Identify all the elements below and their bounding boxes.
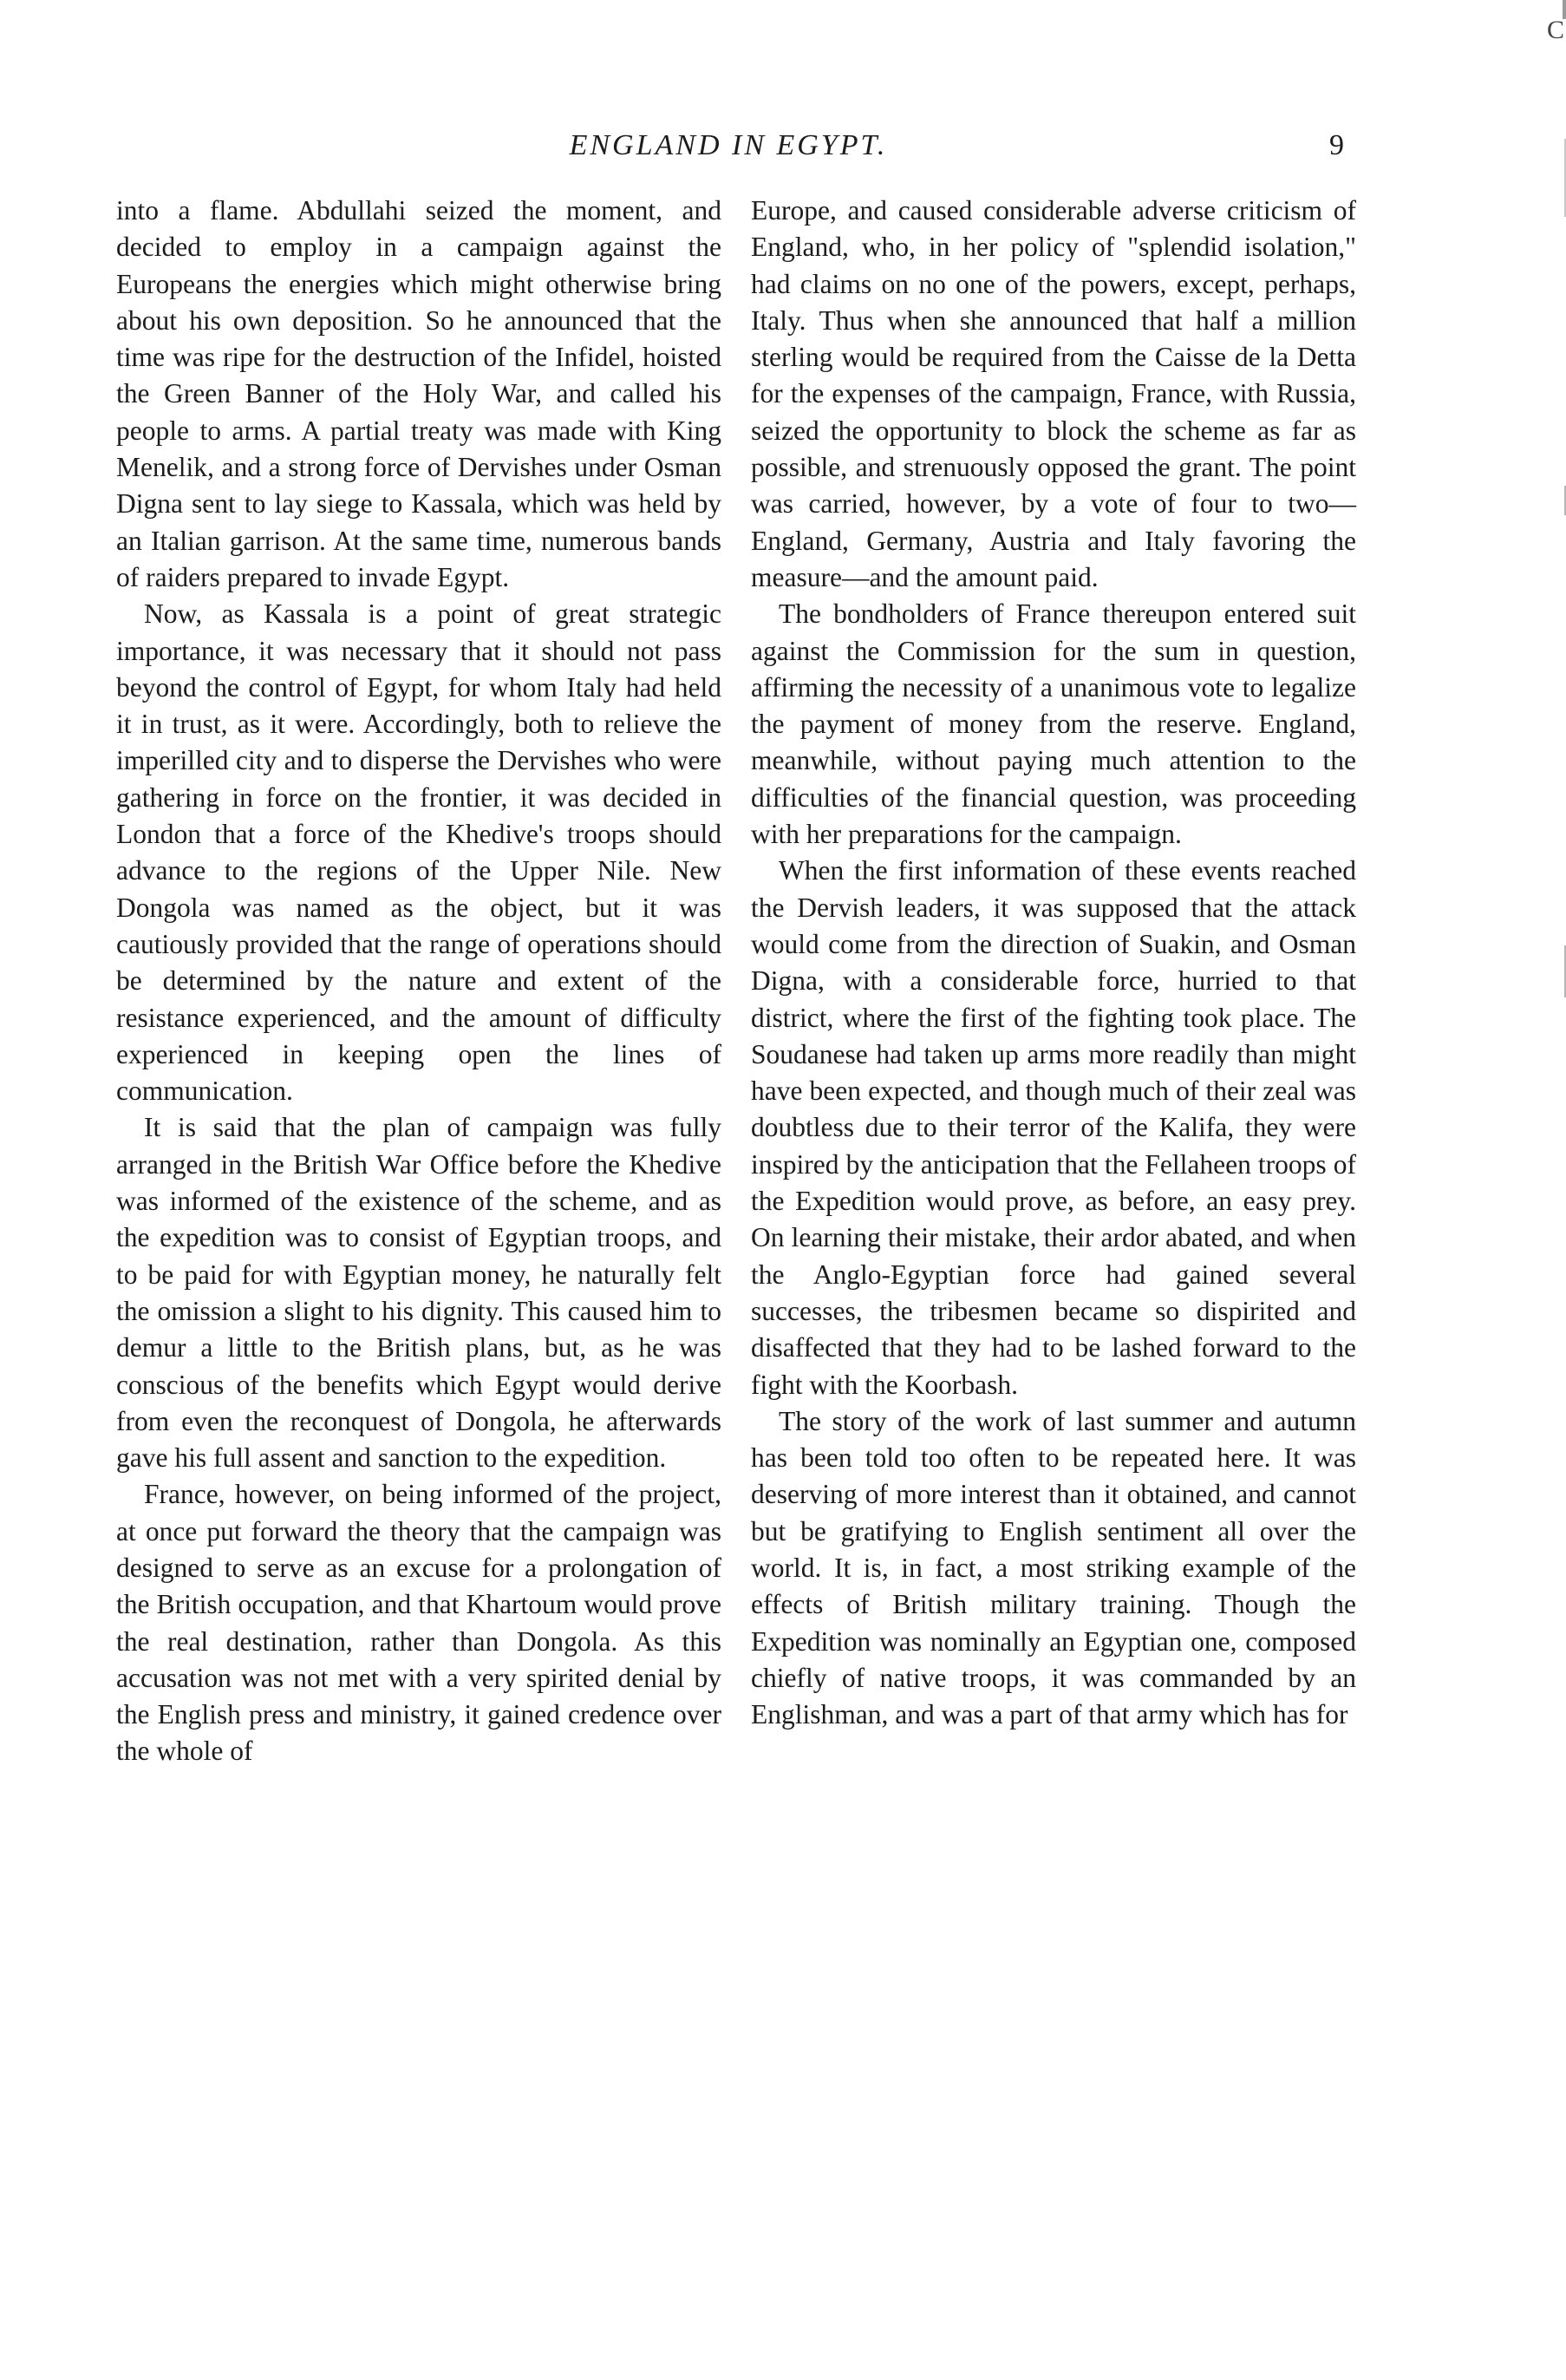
right-column [751,193,1356,2300]
running-head [113,125,1344,168]
paragraph: Europe, and caused considerable adverse criticism of England, who, in her policy of "splendid isolation," had claims on no one of the powers, except, perhaps, Italy. Thus when she announced that half a million sterling would be required from the Caisse de la Detta for the expenses of the campaign, France, with Russia, seized the opportunity to block the scheme as far as possible, and strenuously opposed the grant. The point was carried, however, by a vote of four to two—England, Germany, Austria and Italy favoring the measure—and the amount paid. [751,195,1356,592]
paragraph: The story of the work of last summer and autumn has been told too often to be repeated here. It was deserving of more interest than it obtained, and cannot but be gratifying to English sentiment all over the world. It is, in fact, a most striking example of the effects of British military training. Though the Expedition was nominally an Egyptian one, composed chiefly of native troops, it was commanded by an Englishman, and was a part of that army which has for [751,1405,1356,1730]
paragraph: When the first information of these events reached the Dervish leaders, it was supposed that the attack would come from the direction of Suakin, and Osman Digna, with a considerable force, hurried to that district, where the first of the fighting took place. The Soudanese had taken up arms more readily than might have been expected, and though much of their zeal was doubtless due to their terror of the Kalifa, they were inspired by the anticipation that the Fellaheen troops of the Expedition would prove, as before, an easy prey. On learning their mistake, their ardor abated, and when the Anglo-Egyptian force had gained several successes, the tribesmen became so dispirited and disaffected that they had to be lashed forward to the fight with the Koorbash. [751,855,1356,1400]
paragraph: The bondholders of France thereupon entered suit against the Commission for the sum in question, affirming the necessity of a unanimous vote to legalize the payment of money from the reserve. England, meanwhile, without paying much attention to the difficulties of the financial question, was proceeding with her preparations for the campaign. [751,598,1356,850]
left-column [116,193,721,2300]
paragraph: Now, as Kassala is a point of great strategic importance, it was necessary that it should not pass beyond the control of Egypt, for whom Italy had held it in trust, as it were. Accordingly, both to relieve the imperilled city and to disperse the Dervishes who were gathering in force on the frontier, it was decided in London that a force of the Khedive's troops should advance to the regions of the Upper Nile. New Dongola was named as the object, but it was cautiously provided that the range of operations should be determined by the nature and extent of the resistance experienced, and the amount of difficulty experienced in keeping open the lines of communication. [116,598,721,1107]
page-number: 9 [1329,129,1344,161]
paragraph: France, however, on being informed of the project, at once put forward the theory that the campaign was designed to serve as an excuse for a prolongation of the British occupation, and that Khartoum would prove the real destination, rather than Dongola. As this accusation was not met with a very spirited denial by the English press and ministry, it gained credence over the whole of [116,1479,721,1767]
page-edge-glyph: C [1546,16,1564,44]
running-title: ENGLAND IN EGYPT. [569,129,888,161]
paragraph: into a flame. Abdullahi seized the moment, and decided to employ in a campaign against the Europeans the energies which might otherwise bring about his own deposition. So he announced that the time was ripe for the destruction of the Infidel, hoisted the Green Banner of the Holy War, and called his people to arms. A partial treaty was made with King Menelik, and a strong force of Dervishes under Osman Digna sent to lay siege to Kassala, which was held by an Italian garrison. At the same time, numerous bands of raiders prepared to invade Egypt. [116,195,721,592]
paragraph: It is said that the plan of campaign was fully arranged in the British War Office before the Khedive was informed of the existence of the scheme, and as the expedition was to consist of Egyptian troops, and to be paid for with Egyptian money, he naturally felt the omission a slight to his dignity. This caused him to demur a little to the British plans, but, as he was conscious of the benefits which Egypt would derive from even the reconquest of Dongola, he afterwards gave his full assent and sanction to the expedition. [116,1112,721,1474]
